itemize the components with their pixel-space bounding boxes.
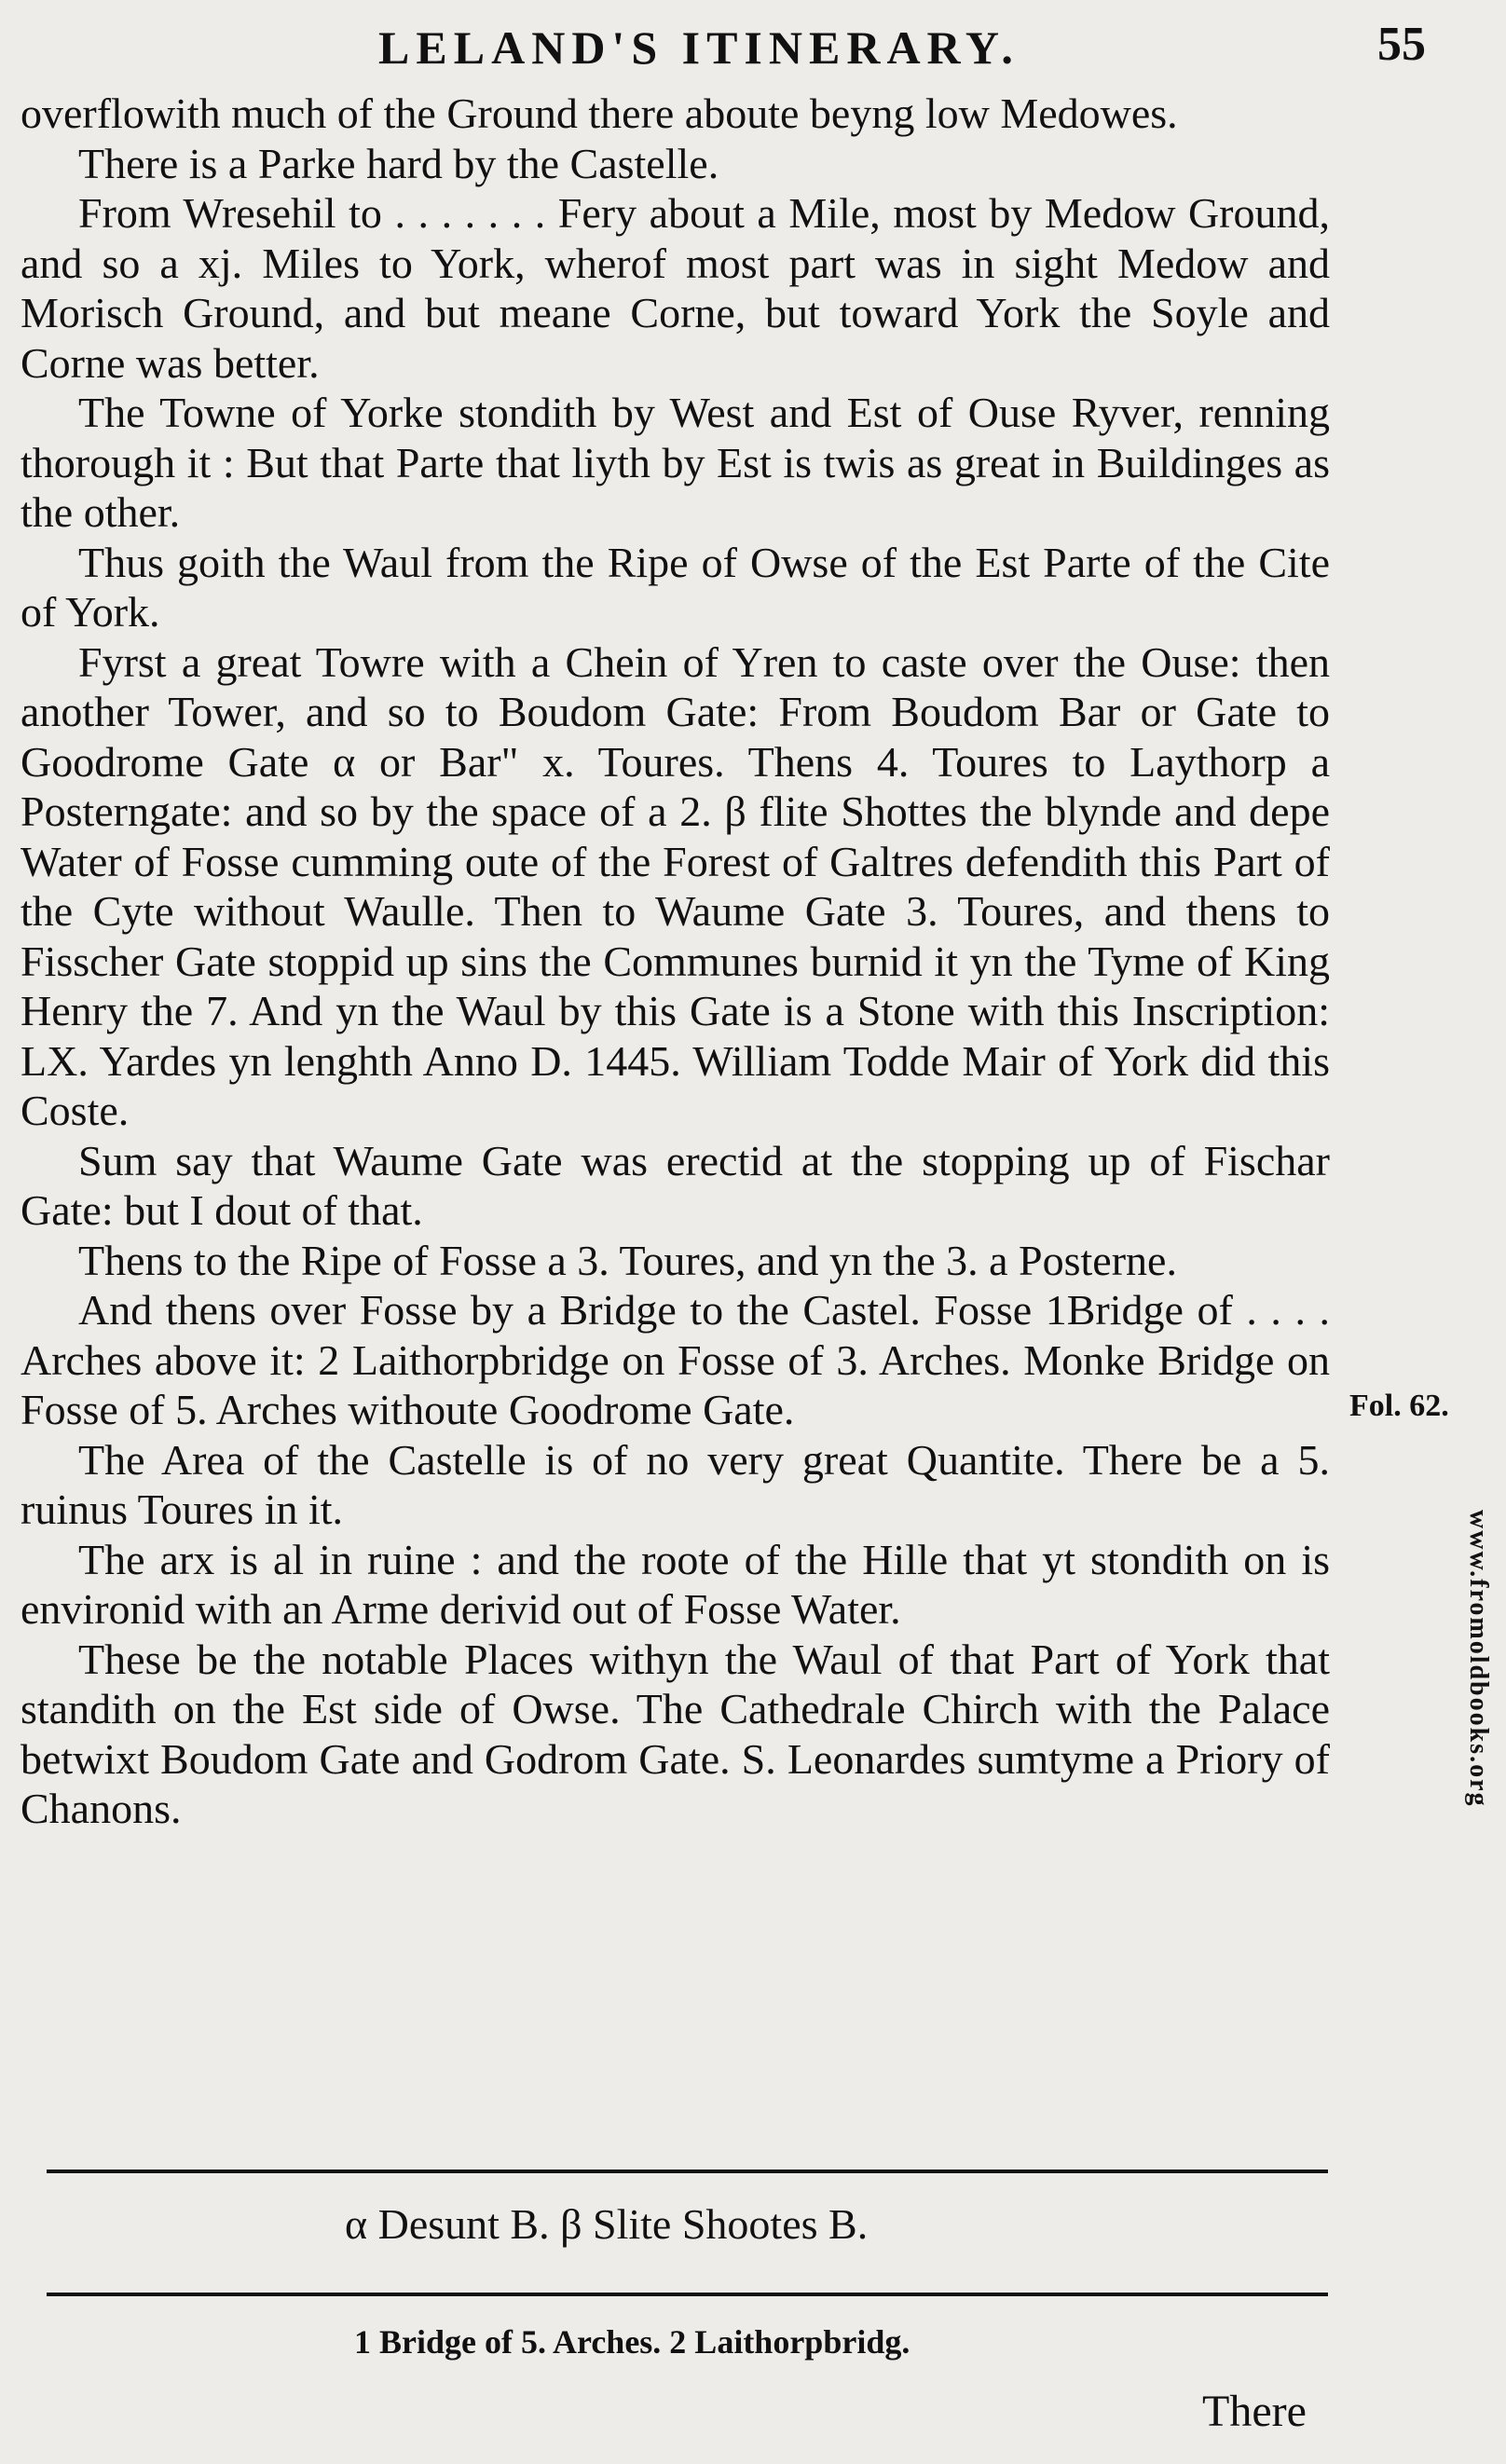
paragraph: Thens to the Ripe of Fosse a 3. Toures, and yn the 3. a Posterne. bbox=[78, 1236, 1177, 1284]
page-number: 55 bbox=[1377, 18, 1426, 71]
footnote-marginal: 1 Bridge of 5. Arches. 2 Laithorpbridg. bbox=[354, 2323, 910, 2361]
catchword: There bbox=[1202, 2387, 1307, 2436]
paragraph: There is a Parke hard by the Castelle. bbox=[78, 139, 719, 187]
paragraph: Sum say that Waume Gate was erectid at the stopping up of Fischar Gate: but I dout of that. bbox=[21, 1136, 1330, 1234]
running-head: LELAND'S ITINERARY. bbox=[378, 21, 1020, 74]
paragraph: The Area of the Castelle is of no very great Quantite. There be a 5. ruinus Toures in it. bbox=[21, 1435, 1330, 1533]
paragraph: And thens over Fosse by a Bridge to the Castel. Fosse 1Bridge of . . . . Arches above it: 2 Laithorpbridge on Fosse of 3. Arches. Monke Bridge on Fosse of 5. Arches withoute Goodrome Gate. bbox=[21, 1286, 1330, 1433]
watermark-url: www.fromoldbooks.org bbox=[1464, 1510, 1493, 1808]
paragraph: overflowith much of the Ground there aboute beyng low Medowes. bbox=[21, 89, 1178, 137]
footnote-variants: α Desunt B. β Slite Shootes B. bbox=[345, 2200, 869, 2248]
body-text bbox=[21, 89, 1330, 1834]
paragraph: The arx is al in ruine : and the roote of the Hille that yt stondith on is environid with an Arme derivid out of Fosse Water. bbox=[21, 1535, 1330, 1633]
paragraph: These be the notable Places withyn the Waul of that Part of York that standith on the Est side of Owse. The Cathedrale Chirch with the Palace betwixt Boudom Gate and Godrom Gate. S. Leonardes sumtyme a Priory of Chanons. bbox=[21, 1635, 1330, 1832]
paragraph: Fyrst a great Towre with a Chein of Yren to caste over the Ouse: then another Tower, and so to Boudom Gate: From Boudom Bar or Gate to Goodrome Gate α or Bar" x. Toures. Thens 4. Toures to Laythorp a Posterngate: and so by the space of a 2. β flite Shottes the blynde and depe Water of Fosse cumming oute of the Forest of Galtres defendith this Part of the Cyte without Waulle. Then to Waume Gate 3. Toures, and thens to Fisscher Gate stoppid up sins the Communes burnid it yn the Tyme of King Henry the 7. And yn the Waul by this Gate is a Stone with this Inscription: LX. Yardes yn lenghth Anno D. 1445. William Todde Mair of York did this Coste. bbox=[21, 637, 1330, 1134]
margin-note-folio: Fol. 62. bbox=[1349, 1389, 1449, 1423]
paragraph: Thus goith the Waul from the Ripe of Owse of the Est Parte of the Cite of York. bbox=[21, 538, 1330, 636]
paragraph: The Towne of Yorke stondith by West and Est of Ouse Ryver, renning thorough it : But that Parte that liyth by Est is twis as great in Buildinges as the other. bbox=[21, 389, 1330, 536]
footnote-rule-top bbox=[47, 2170, 1328, 2173]
footnote-rule-bottom bbox=[47, 2293, 1328, 2296]
paragraph: From Wresehil to . . . . . . . Fery about a Mile, most by Medow Ground, and so a xj. Miles to York, wherof most part was in sight Medow and Morisch Ground, and but meane Corne, but toward York the Soyle and Corne was better. bbox=[21, 189, 1330, 387]
